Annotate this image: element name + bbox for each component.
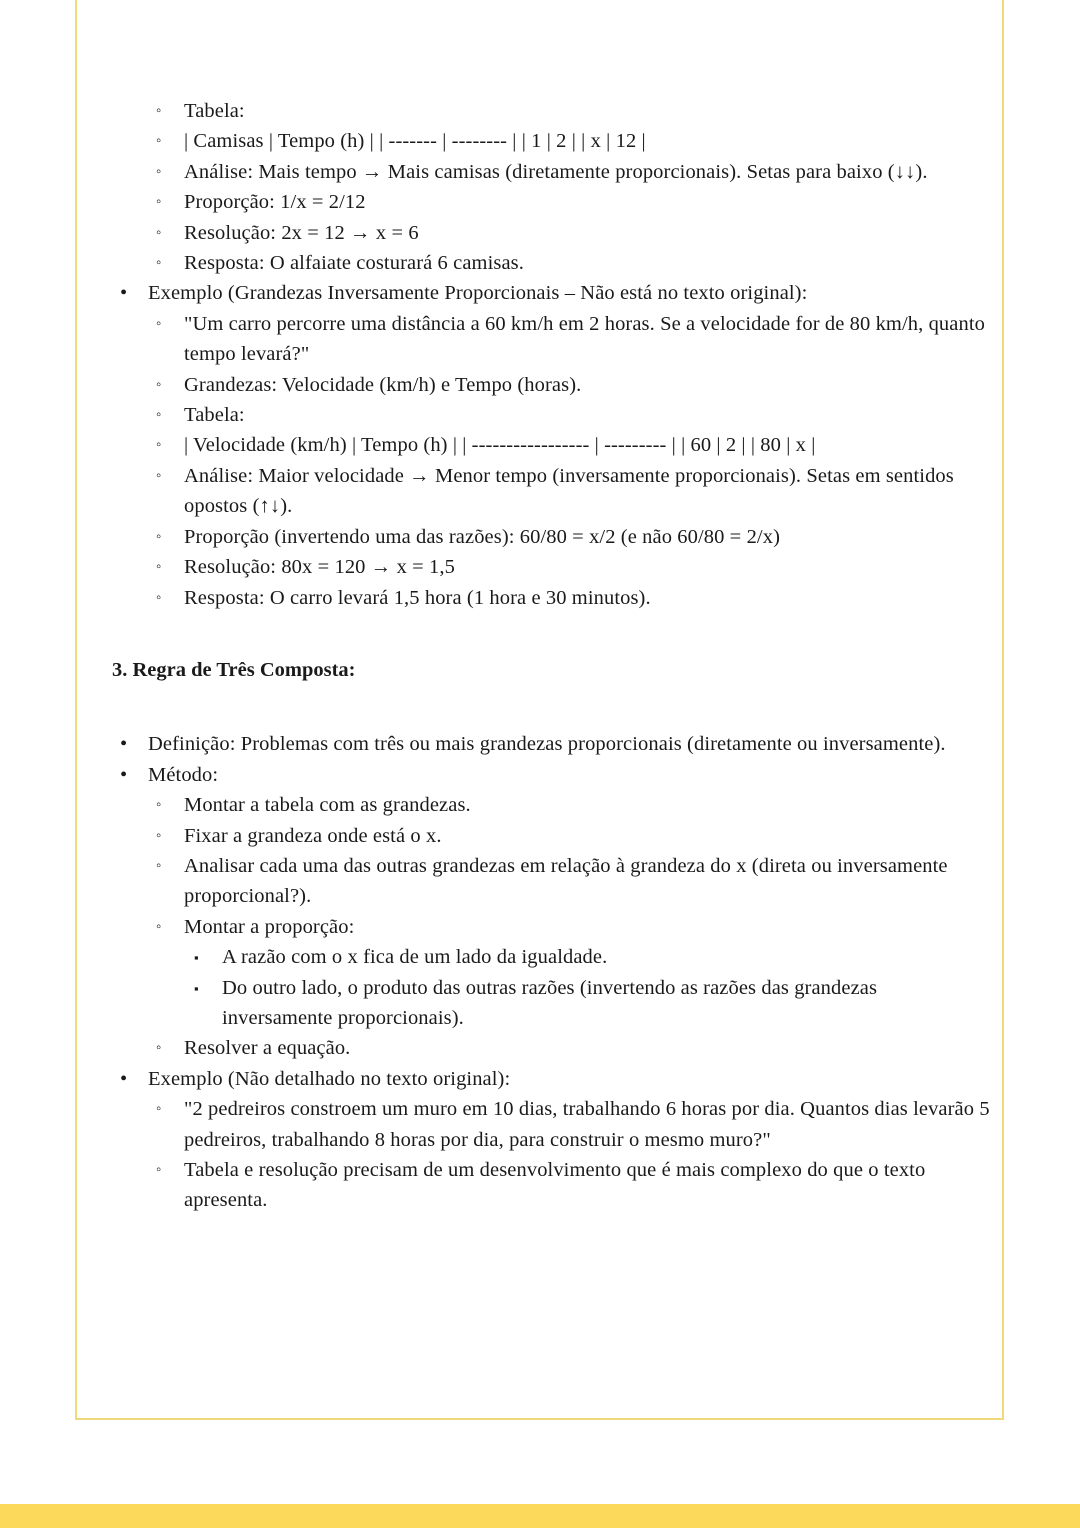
list-item-label: Tabela: bbox=[184, 100, 245, 122]
inverse-example-list bbox=[0, 278, 1080, 612]
bullet-circle-icon: ◦ bbox=[156, 827, 162, 844]
bullet-circle-icon: ◦ bbox=[156, 797, 162, 814]
list-item bbox=[148, 461, 990, 522]
list-item bbox=[148, 248, 990, 278]
spacer bbox=[0, 685, 1080, 729]
bullet-circle-icon: ◦ bbox=[156, 315, 162, 332]
method-label: Método: bbox=[148, 763, 219, 786]
bullet-circle-icon: ◦ bbox=[156, 467, 162, 484]
list-item bbox=[148, 790, 990, 820]
list-item-label: Tabela: bbox=[184, 404, 245, 427]
bullet-circle-icon: ◦ bbox=[156, 376, 162, 393]
inverse-example-detail-list bbox=[148, 309, 990, 613]
list-item bbox=[148, 370, 990, 400]
list-item bbox=[148, 851, 990, 912]
spacer bbox=[0, 613, 1080, 655]
bullet-square-icon: ▪ bbox=[194, 980, 199, 996]
list-item-label: Proporção (invertendo uma das razões): 60/80 = x/2 (e não 60/80 = 2/x) bbox=[184, 525, 780, 548]
list-item-label: Montar a tabela com as grandezas. bbox=[184, 794, 471, 817]
list-item bbox=[148, 157, 990, 187]
list-item-label: Analisar cada uma das outras grandezas em relação à grandeza do x (direta ou inversamente proporcional?). bbox=[184, 854, 948, 908]
list-item bbox=[148, 1155, 990, 1216]
list-item-label: Análise: Maior velocidade → Menor tempo (inversamente proporcionais). Setas em sentidos opostos (↑↓). bbox=[184, 464, 954, 518]
bullet-dot-icon: • bbox=[120, 763, 128, 786]
list-item bbox=[148, 309, 990, 370]
bullet-circle-icon: ◦ bbox=[156, 528, 162, 545]
composed-example-detail-list bbox=[148, 1094, 990, 1216]
bullet-dot-icon: • bbox=[120, 1067, 128, 1090]
list-item bbox=[148, 522, 990, 552]
bullet-circle-icon: ◦ bbox=[156, 1101, 162, 1118]
bullet-circle-icon: ◦ bbox=[156, 194, 162, 211]
list-item bbox=[148, 912, 990, 1034]
list-item-label: | Velocidade (km/h) | Tempo (h) | | ----------------- | --------- | | 60 | 2 | | 80 | x | bbox=[184, 434, 816, 457]
list-item-label: Tabela e resolução precisam de um desenvolvimento que é mais complexo do que o texto apresenta. bbox=[184, 1159, 926, 1212]
list-item bbox=[148, 187, 990, 217]
list-item-label: Fixar a grandeza onde está o x. bbox=[184, 824, 442, 847]
footer-accent-bar bbox=[0, 1504, 1080, 1528]
method-steps-list bbox=[148, 790, 990, 1064]
bullet-circle-icon: ◦ bbox=[156, 407, 162, 424]
list-item bbox=[148, 218, 990, 248]
bullet-circle-icon: ◦ bbox=[156, 1162, 162, 1178]
list-item bbox=[148, 552, 990, 582]
list-item bbox=[0, 1064, 1080, 1216]
list-item-label: Resolver a equação. bbox=[184, 1037, 351, 1060]
proportion-substeps-list bbox=[184, 942, 990, 1033]
list-item-label: A razão com o x fica de um lado da igualdade. bbox=[222, 946, 608, 969]
list-item-label: | Camisas | Tempo (h) | | ------- | -------- | | 1 | 2 | | x | 12 | bbox=[184, 130, 646, 153]
list-item bbox=[0, 760, 1080, 1064]
list-item bbox=[148, 126, 990, 156]
composed-example-label: Exemplo (Não detalhado no texto original): bbox=[148, 1067, 511, 1090]
list-item bbox=[148, 96, 990, 126]
list-item bbox=[184, 942, 990, 972]
bullet-circle-icon: ◦ bbox=[156, 437, 162, 454]
list-item bbox=[148, 1033, 990, 1063]
list-item bbox=[148, 400, 990, 430]
list-item-label: Exemplo (Grandezas Inversamente Proporcionais – Não está no texto original): bbox=[148, 282, 808, 305]
bullet-circle-icon: ◦ bbox=[156, 255, 162, 272]
list-item-label: Resolução: 80x = 120 → x = 1,5 bbox=[184, 556, 455, 579]
list-item-label: Resolução: 2x = 12 → x = 6 bbox=[184, 221, 419, 244]
section3-list bbox=[0, 729, 1080, 1216]
list-item bbox=[148, 1094, 990, 1155]
list-item bbox=[148, 821, 990, 851]
bullet-circle-icon: ◦ bbox=[156, 589, 162, 606]
list-item bbox=[184, 973, 990, 1034]
bullet-circle-icon: ◦ bbox=[156, 103, 162, 119]
list-item-label: Proporção: 1/x = 2/12 bbox=[184, 191, 366, 214]
list-item bbox=[0, 729, 1080, 759]
list-item bbox=[148, 430, 990, 460]
list-item-label: Grandezas: Velocidade (km/h) e Tempo (horas). bbox=[184, 373, 582, 396]
definition-label: Definição: Problemas com três ou mais grandezas proporcionais (diretamente ou inversamente). bbox=[148, 733, 946, 756]
bullet-circle-icon: ◦ bbox=[156, 857, 162, 874]
bullet-circle-icon: ◦ bbox=[156, 1040, 162, 1057]
bullet-circle-icon: ◦ bbox=[156, 133, 162, 150]
direct-example-detail-list bbox=[0, 96, 1080, 278]
bullet-circle-icon: ◦ bbox=[156, 224, 162, 241]
list-item bbox=[148, 583, 990, 613]
bullet-dot-icon: • bbox=[120, 733, 128, 756]
bullet-circle-icon: ◦ bbox=[156, 918, 162, 935]
list-item-label: Do outro lado, o produto das outras razões (invertendo as razões das grandezas inversamente proporcionais). bbox=[222, 976, 878, 1029]
list-item bbox=[0, 278, 1080, 612]
list-item-label: "2 pedreiros constroem um muro em 10 dias, trabalhando 6 horas por dia. Quantos dias levarão 5 pedreiros, trabalhando 8 horas por dia, para construir o mesmo muro?" bbox=[184, 1098, 990, 1151]
bullet-circle-icon: ◦ bbox=[156, 559, 162, 576]
bullet-square-icon: ▪ bbox=[194, 950, 199, 966]
list-item-label: Montar a proporção: bbox=[184, 915, 355, 938]
list-item-label: Resposta: O alfaiate costurará 6 camisas. bbox=[184, 252, 524, 275]
list-item-label: Análise: Mais tempo → Mais camisas (diretamente proporcionais). Setas para baixo (↓↓). bbox=[184, 160, 928, 183]
bullet-circle-icon: ◦ bbox=[156, 163, 162, 180]
list-item-label: "Um carro percorre uma distância a 60 km/h em 2 horas. Se a velocidade for de 80 km/h, quanto tempo levará?" bbox=[184, 312, 985, 366]
bullet-dot-icon: • bbox=[120, 282, 128, 305]
list-item-label: Resposta: O carro levará 1,5 hora (1 hora e 30 minutos). bbox=[184, 586, 651, 609]
section-heading-3: 3. Regra de Três Composta: bbox=[112, 658, 356, 681]
